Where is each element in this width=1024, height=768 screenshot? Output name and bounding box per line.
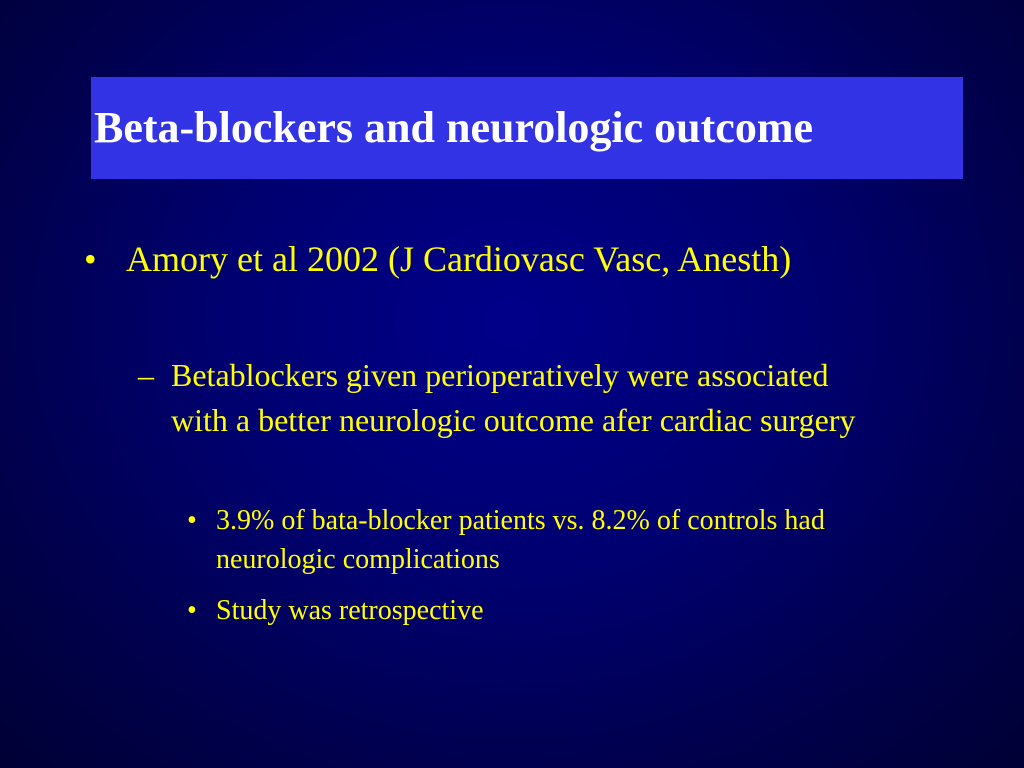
sub-sub-bullet-text: Study was retrospective	[216, 595, 484, 626]
bullet-level-1	[84, 234, 844, 285]
bullet-level-3	[187, 501, 907, 579]
slide-title: Beta-blockers and neurologic outcome	[94, 103, 814, 152]
dash-icon: –	[138, 357, 154, 393]
bullet-text: Amory et al 2002 (J Cardiovasc Vasc, Anesth)	[126, 239, 792, 279]
bullet-level-2	[138, 353, 878, 443]
bullet-dot-icon: •	[84, 239, 97, 279]
bullet-dot-icon: •	[187, 595, 197, 626]
sub-bullet-text: Betablockers given perioperatively were associated with a better neurologic outcome afer cardiac surgery	[171, 357, 856, 438]
bullet-dot-icon: •	[187, 505, 197, 536]
sub-sub-bullet-text: 3.9% of bata-blocker patients vs. 8.2% of controls had neurologic complications	[216, 505, 825, 575]
bullet-level-3	[187, 591, 907, 630]
